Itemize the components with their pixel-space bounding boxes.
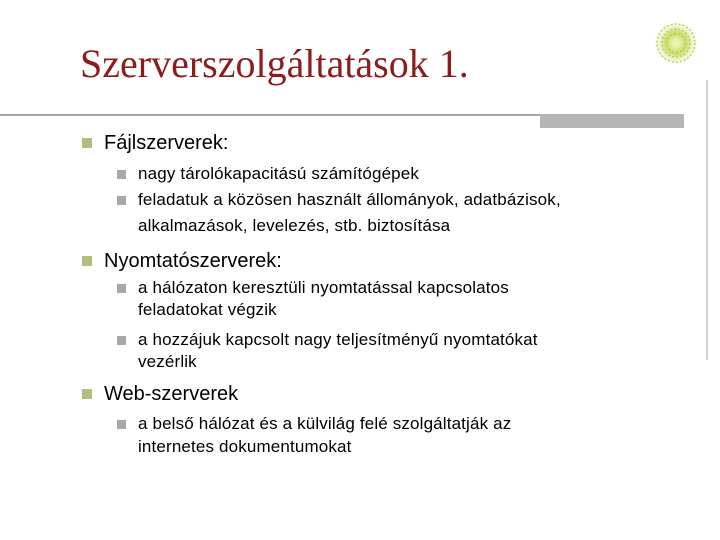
list-item-line: feladatokat végzik: [138, 300, 277, 319]
right-edge-line: [706, 80, 708, 360]
list-item-line: feladatuk a közösen használt állományok, adatbázisok,: [138, 190, 561, 209]
item-bullet: [117, 284, 126, 293]
green-starburst-logo-icon: [651, 18, 701, 68]
section-heading-print-servers: Nyomtatószerverek:: [104, 250, 282, 272]
section-heading-web-servers: Web-szerverek: [104, 383, 239, 405]
item-bullet: [117, 420, 126, 429]
title-underline-accent: [540, 114, 684, 128]
slide-title: Szerverszolgáltatások 1.: [80, 41, 469, 86]
heading-bullet: [82, 256, 92, 266]
list-item-line: internetes dokumentumokat: [138, 437, 352, 456]
list-item-line: vezérlik: [138, 352, 197, 371]
section-heading-file-servers: Fájlszerverek:: [104, 132, 229, 154]
list-item-line: alkalmazások, levelezés, stb. biztosítása: [138, 216, 451, 235]
list-item-line: a hozzájuk kapcsolt nagy teljesítményű nyomtatókat: [138, 330, 538, 349]
list-item-line: a belső hálózat és a külvilág felé szolgáltatják az: [138, 414, 512, 433]
list-item-line: a hálózaton keresztüli nyomtatással kapcsolatos: [138, 278, 509, 297]
item-bullet: [117, 196, 126, 205]
heading-bullet: [82, 389, 92, 399]
item-bullet: [117, 170, 126, 179]
item-bullet: [117, 336, 126, 345]
list-item-line: nagy tárolókapacitású számítógépek: [138, 164, 420, 183]
heading-bullet: [82, 138, 92, 148]
